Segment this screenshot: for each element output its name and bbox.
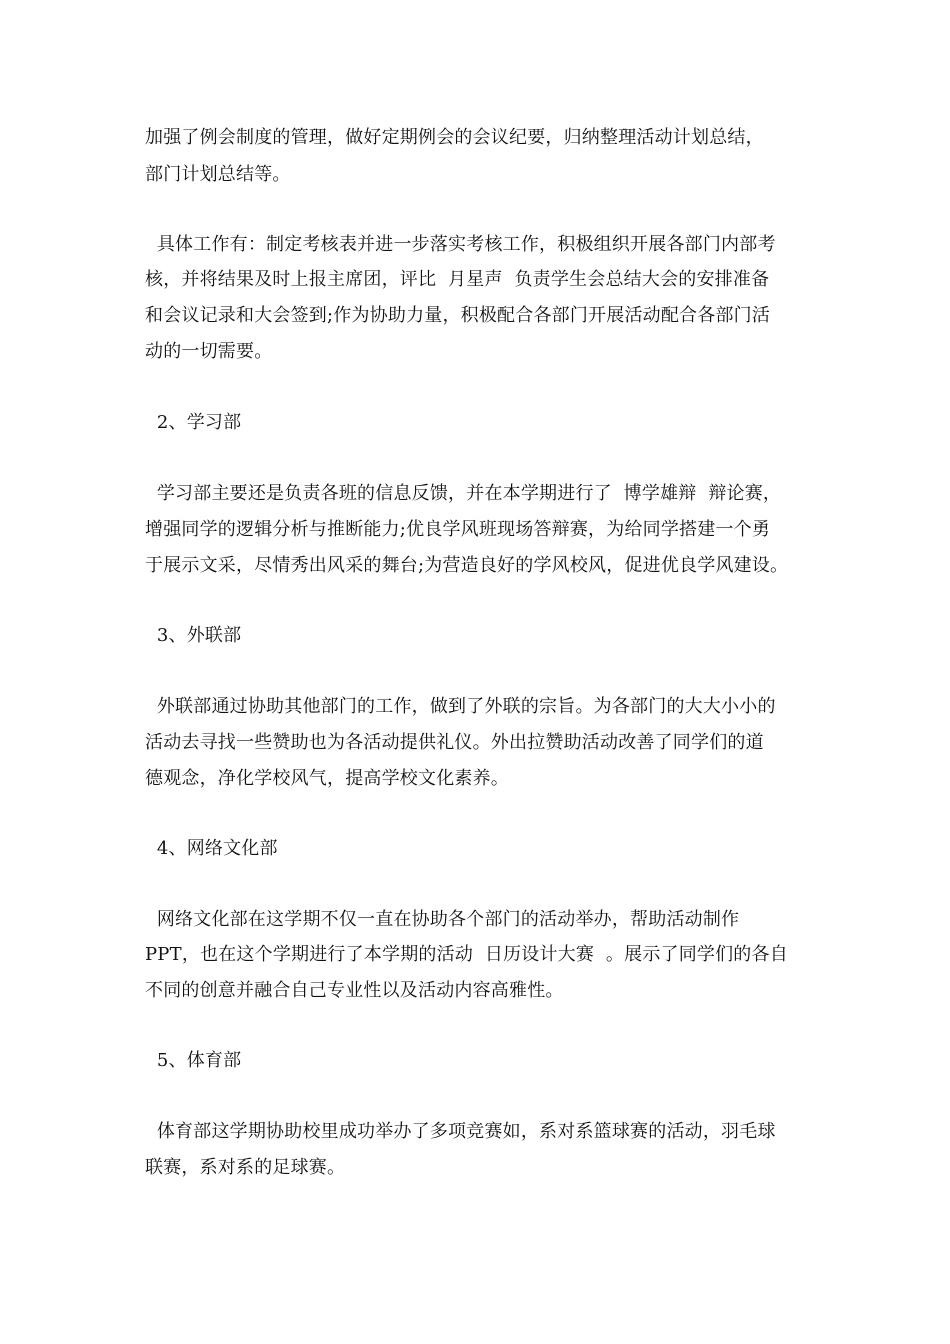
section-heading: 2、学习部 (145, 412, 242, 433)
paragraph-line: 德观念，净化学校风气，提高学校文化素养。 (145, 768, 509, 789)
paragraph-line: 具体工作有：制定考核表并进一步落实考核工作，积极组织开展各部门内部考 (145, 234, 776, 255)
paragraph-line: 活动去寻找一些赞助也为各活动提供礼仪。外出拉赞助活动改善了同学们的道 (145, 732, 764, 753)
paragraph-line: 动的一切需要。 (145, 341, 273, 362)
paragraph-line: 部门计划总结等。 (145, 164, 291, 185)
paragraph-line: 不同的创意并融合自己专业性以及活动内容高雅性。 (145, 980, 564, 1001)
paragraph-line: 增强同学的逻辑分析与推断能力;优良学风班现场答辩赛，为给同学搭建一个勇 (145, 519, 771, 540)
paragraph-line: 外联部通过协助其他部门的工作，做到了外联的宗旨。为各部门的大大小小的 (145, 696, 776, 717)
section-heading: 4、网络文化部 (145, 838, 278, 859)
paragraph-line: 联赛，系对系的足球赛。 (145, 1157, 346, 1178)
paragraph-line: 和会议记录和大会签到;作为协助力量，积极配合各部门开展活动配合各部门活 (145, 305, 771, 326)
paragraph-line: 体育部这学期协助校里成功举办了多项竞赛如，系对系篮球赛的活动，羽毛球 (145, 1121, 776, 1142)
paragraph-line: 加强了例会制度的管理，做好定期例会的会议纪要，归纳整理活动计划总结， (145, 127, 764, 148)
section-heading: 3、外联部 (145, 625, 242, 646)
paragraph-line: PPT，也在这个学期进行了本学期的活动 日历设计大赛 。展示了同学们的各自 (145, 944, 788, 965)
section-heading: 5、体育部 (145, 1050, 242, 1071)
paragraph-line: 于展示文采，尽情秀出风采的舞台;为营造良好的学风校风，促进优良学风建设。 (145, 555, 789, 576)
paragraph-line: 学习部主要还是负责各班的信息反馈，并在本学期进行了 博学雄辩 辩论赛， (145, 483, 782, 504)
paragraph-line: 网络文化部在这学期不仅一直在协助各个部门的活动举办，帮助活动制作 (145, 909, 740, 930)
paragraph-line: 核，并将结果及时上报主席团，评比 月星声 负责学生会总结大会的安排准备 (145, 269, 770, 290)
